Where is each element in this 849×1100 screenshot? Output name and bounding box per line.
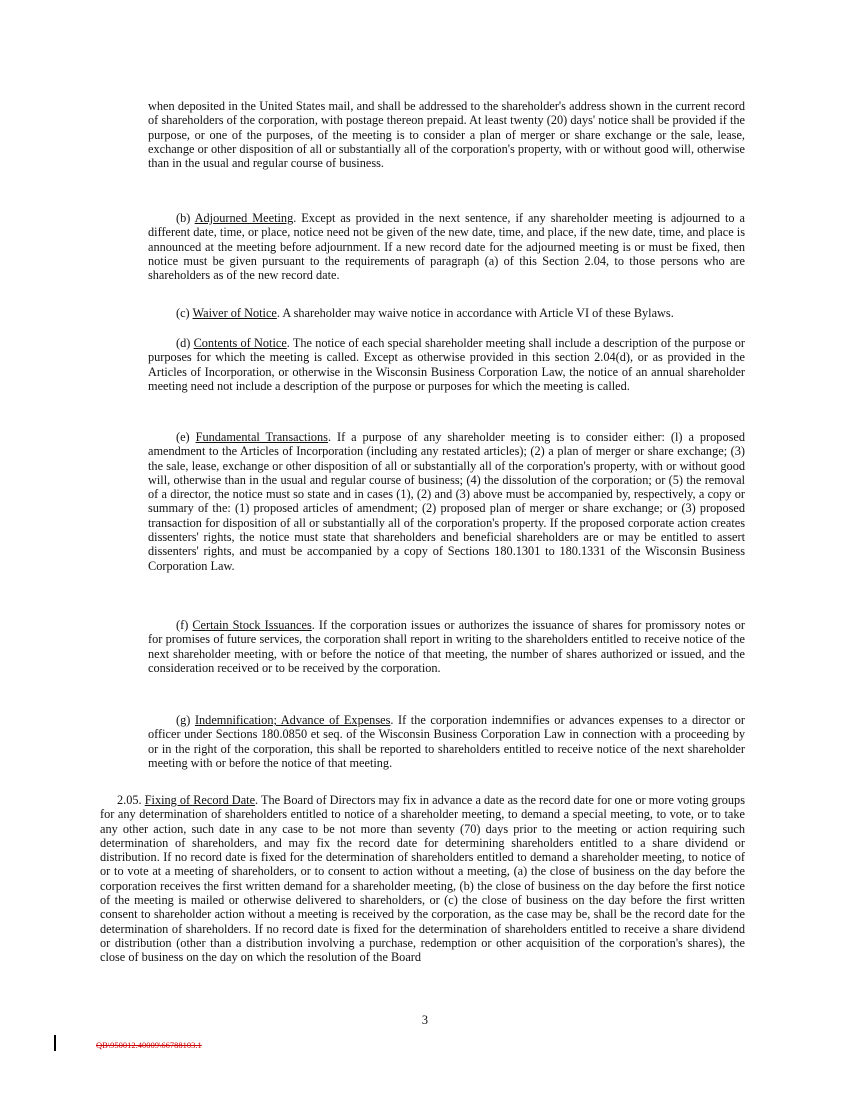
subsection-d-paragraph bbox=[148, 336, 745, 393]
subsection-d-text: . The notice of each special shareholder meeting shall include a description of the purpose or purposes for which the meeting is called. Except as otherwise provided in this section 2.04(d), or as provided in the Articles of Incorporation, or otherwise in the Wisconsin Business Corporation Law, the notice of an annual shareholder meeting need not include a description of the purpose or purposes for which the meeting is called. bbox=[148, 336, 745, 393]
subsection-c-paragraph bbox=[148, 306, 745, 320]
document-id: QB\950012.40009\66788103.1 bbox=[96, 1040, 202, 1050]
subsection-e-label: (e) bbox=[176, 430, 196, 444]
subsection-f-paragraph bbox=[148, 618, 745, 675]
subsection-f-text: . If the corporation issues or authorizes the issuance of shares for promissory notes or for promises of future services, the corporation shall report in writing to the shareholders entitled to receive notice of the next shareholder meeting, with or before the notice of that meeting, the number of shares authorized or issued, and the consideration received or to be received by the corporation. bbox=[148, 618, 745, 675]
subsection-b-label: (b) bbox=[176, 211, 195, 225]
subsection-g bbox=[148, 713, 745, 770]
subsection-f-label: (f) bbox=[176, 618, 193, 632]
section-2-05 bbox=[100, 793, 745, 965]
subsection-f-heading: Certain Stock Issuances bbox=[192, 618, 312, 632]
subsection-e-paragraph bbox=[148, 430, 745, 573]
subsection-e-text: . If a purpose of any shareholder meeting is to consider either: (l) a proposed amendment to the Articles of Incorporation (including any restated articles); (2) a plan of merger or share exchange; (3) the sale, lease, exchange or other disposition of all or substantially all of the corporation's property, with or without good will, otherwise than in the usual and regular course of business; (4) the dissolution of the corporation; or (5) the removal of a director, the notice must so state and in cases (1), (2) and (3) above must be accompanied by, respectively, a copy or summary of the: (1) proposed articles of amendment; (2) proposed plan of merger or share exchange; or (3) proposed transaction for disposition of all or substantially all of the corporation's property. If the proposed corporate action creates dissenters' rights, the notice must state that shareholders and beneficial shareholders are or may be entitled to assert dissenters' rights, and must be accompanied by a copy of Sections 180.1301 to 180.1331 of the Wisconsin Business Corporation Law. bbox=[148, 430, 745, 573]
subsection-d-heading: Contents of Notice bbox=[193, 336, 287, 350]
subsection-b-heading: Adjourned Meeting bbox=[194, 211, 294, 225]
subsection-d-label: (d) bbox=[176, 336, 194, 350]
subsection-e-heading: Fundamental Transactions bbox=[195, 430, 328, 444]
subsection-b-text: . Except as provided in the next sentence, if any shareholder meeting is adjourned to a different date, time, or place, notice need not be given of the new date, time, and place, if the new date, time, and place is announced at the meeting before adjournment. If a new record date for the adjourned meeting is or must be fixed, then notice must be given pursuant to the requirements of paragraph (a) of this Section 2.04, to those persons who are shareholders as of the new record date. bbox=[148, 211, 746, 283]
subsection-c bbox=[148, 306, 745, 320]
continuation-paragraph: when deposited in the United States mail, and shall be addressed to the shareholder's address shown in the current record of shareholders of the corporation, with postage thereon prepaid. At least twenty (20) days' notice shall be provided if the purpose, or one of the purposes, of the meeting is to consider a plan of merger or share exchange or the sale, lease, exchange or other disposition of all or substantially all of the corporation's property, with or without good will, otherwise than in the usual and regular course of business. bbox=[148, 99, 745, 171]
section-2-05-label: 2.05. bbox=[117, 793, 145, 807]
subsection-c-text: . A shareholder may waive notice in accordance with Article VI of these Bylaws. bbox=[276, 306, 674, 320]
subsection-f bbox=[148, 618, 745, 675]
subsection-e bbox=[148, 430, 745, 573]
subsection-g-paragraph bbox=[148, 713, 745, 770]
section-2-05-paragraph bbox=[100, 793, 745, 965]
continuation-paragraph-block bbox=[148, 99, 745, 170]
subsection-g-text: . If the corporation indemnifies or advances expenses to a director or officer under Sections 180.0850 et seq. of the Wisconsin Business Corporation Law in connection with a proceeding by or in the right of the corporation, this shall be reported to shareholders entitled to receive notice of the next shareholder meeting with or before the notice of that meeting. bbox=[148, 713, 746, 770]
subsection-g-heading: Indemnification; Advance of Expenses bbox=[194, 713, 391, 727]
subsection-b bbox=[148, 211, 745, 282]
section-2-05-heading: Fixing of Record Date bbox=[144, 793, 256, 807]
subsection-d bbox=[148, 336, 745, 393]
subsection-g-label: (g) bbox=[176, 713, 195, 727]
section-2-05-text: . The Board of Directors may fix in advance a date as the record date for one or more voting groups for any determination of shareholders entitled to notice of a shareholder meeting, to demand a special meeting, to vote, or to take any other action, such date in any case to be not more than seventy (70) days prior to the meeting or action requiring such determination of shareholders, and may fix the record date for determining shareholders entitled to a share dividend or distribution. If no record date is fixed for the determination of shareholders entitled to demand a shareholder meeting, to notice of or to vote at a meeting of shareholders, or to consent to action without a meeting, (a) the close of business on the day before the corporation receives the first written demand for a shareholder meeting, (b) the close of business on the day before the first notice of the meeting is mailed or otherwise delivered to shareholders, or (c) the close of business on the day before the first written consent to shareholder action without a meeting is received by the corporation, as the case may be, shall be the record date for the determination of shareholders. If no record date is fixed for the determination of shareholders entitled to receive a share dividend or distribution (other than a distribution involving a purchase, redemption or other acquisition of the corporation's shares), the close of business on the day on which the resolution of the Board bbox=[100, 793, 745, 965]
subsection-b-paragraph bbox=[148, 211, 745, 282]
subsection-c-heading: Waiver of Notice bbox=[192, 306, 277, 320]
subsection-c-label: (c) bbox=[176, 306, 193, 320]
revision-bar bbox=[54, 1035, 56, 1051]
page-number: 3 bbox=[421, 1013, 429, 1027]
